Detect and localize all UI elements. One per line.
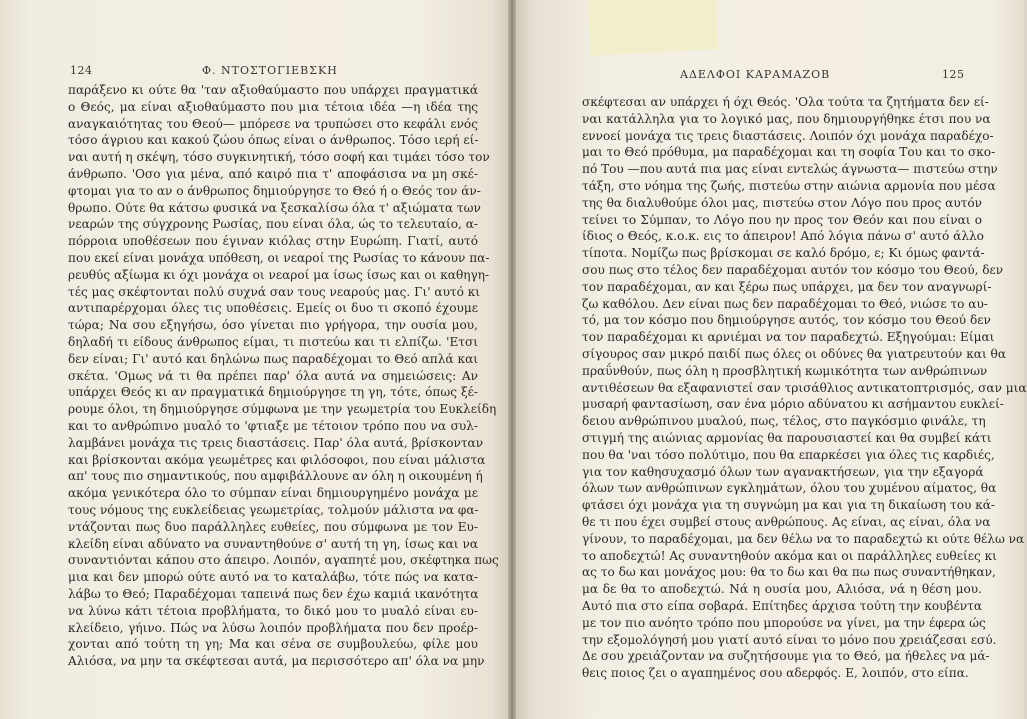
text-line: δειου ανθρώπινου μυαλού, πως, τέλος, στο παγκόσμιο φινάλε, τη — [582, 414, 986, 429]
text-line: ίδιος ο Θεός, κ.ο.κ. εις το άπειρον! Από λόγια πάνω σ' αυτό άλλο — [582, 229, 984, 244]
page-number: 125 — [942, 68, 965, 81]
text-line: Δε σου χρειάζονταν να συζητήσουμε για το Θεό, μα ήθελες να μά- — [582, 649, 990, 664]
text-line: ας το δω και μονάχος μου: θα το δω και θα πω πως συναντήθηκαν, — [582, 565, 996, 580]
text-line: πόρροια υποθέσεων που έγιναν κιόλας στην Ευρώπη. Γιατί, αυτό — [68, 234, 478, 249]
text-line: δεν είναι; Γι' αυτό και δηλώνω πως παραδέχομαι το Θεό απλά και — [68, 351, 478, 366]
text-line: αναγκαιότητας του Θεού— μπόρεσε να τρυπώσει στο κεφάλι ενός — [68, 116, 478, 131]
text-line: τόσο άγριου και κακού ζώου όπως είναι ο άνθρωπος. Τόσο ιερή εί- — [68, 133, 479, 148]
sticky-note — [588, 0, 719, 56]
text-line: και βρίσκονται ακόμα γεωμέτρες και φιλόσοφοι, που είναι μάλιστα — [68, 452, 486, 467]
text-line: εννοεί μονάχα τις τρεις διαστάσεις. Λοιπόν όχι μονάχα παραδέχο- — [582, 128, 994, 143]
text-line: πραΰνθούν, πως όλη η προσβλητική κωμικότητα των ανθρώπινων — [582, 363, 988, 378]
text-line: λαμβάνει μονάχα τις τρεις διαστάσεις. Παρ' όλα αυτά, βρίσκονταν — [68, 435, 484, 450]
text-line: γίνουν, το παραδέχομαι, μα δεν θέλω να το παραδεχτώ κι ούτε θέλω να — [582, 531, 1025, 546]
page-number: 124 — [70, 64, 93, 77]
text-line: μια και δεν μπορώ ούτε αυτό να το καταλάβω, τότε πώς να κατα- — [68, 570, 478, 585]
text-line: τώρα; Να σου εξηγήσω, όσο γίνεται πιο γρήγορα, την ουσία μου, — [68, 318, 478, 333]
text-line: σκέτα. 'Ομως νά τι θα πρέπει παρ' όλα αυτά να σημειώσεις: Αν — [68, 368, 478, 383]
text-line: χονται από τούτη τη γη; Μα και σένα σε συμβουλεύω, φίλε μου — [68, 637, 478, 652]
running-head: Φ. ΝΤΟΣΤΟΓΙΕΒΣΚΗ — [202, 64, 338, 77]
text-line: φτάσει όχι μονάχα για τη συγνώμη μα και για τη δικαίωση του κά- — [582, 498, 996, 513]
text-line: με τον πιο ανόητο τρόπο που μπορούσε να γίνει, μα την έφερα ώς — [582, 615, 986, 630]
text-line: ναι αυτή η σκέψη, τόσο συγκινητική, τόσο σοφή και τιμάει τόσο τον — [68, 150, 490, 165]
text-line: μαι το Θεό πρόθυμα, μα παραδέχομαι και τη σοφία Του και το σκο- — [582, 145, 996, 160]
text-line: υπάρχει Θεός κι αν πραγματικά δημιούργησε τη γη, τότε, όπως ξέ- — [68, 385, 478, 400]
text-line: θεις ποιος ζει ο αγαπημένος σου αδερφός. Ε, λοιπόν, στο είπα. — [582, 666, 969, 681]
text-line: ζω καθόλου. Δεν είναι πως δεν παραδέχομαι το Θεό, νιώσε το αυ- — [582, 296, 988, 311]
text-line: παράξενο κι ούτε θα 'ταν αξιοθαύμαστο που υπάρχει πραγματικά — [68, 83, 478, 97]
text-line: να λύνω κάτι τέτοια προβλήματα, το δικό μου το μυαλό είναι ευ- — [68, 603, 478, 618]
text-line: που θα 'ναι τόσο πολύτιμο, που θα επαρκέσει για όλες τις καρδιές, — [582, 447, 995, 462]
text-line: τον παραδέχομαι κι αρνιέμαι να τον παραδεχτώ. Εξηγούμαι: Είμαι — [582, 330, 995, 345]
text-line: μυσαρή φαντασίωση, σαν ένα μόριο αδύνατου κι ασήμαντου ευκλεί- — [582, 397, 1004, 412]
text-line: ρευθύς αξίωμα κι όχι μονάχα οι νεαροί μα ίσως ίσως και οι καθηγη- — [68, 267, 490, 282]
text-line: άνθρωπο. 'Οσο για μένα, από καιρό πια τ' αποφάσισα να μη σκέ- — [68, 166, 478, 181]
text-line: δηλαδή τι είδους άνθρωπος είμαι, τι πιστεύω και τι ελπίζω. 'Ετσι — [68, 334, 478, 349]
text-line: θρωπο. Ούτε θα κάτσω φυσικά να ξεσκαλίσω όλα τ' αξιώματα των — [68, 200, 481, 215]
text-line: τον παραδέχομαι, αν και ξέρω πως υπάρχει, μα δεν τον αναγνωρί- — [582, 279, 992, 294]
text-line: τάξη, στο νόημα της ζωής, πιστεύω στην αιώνια αρμονία που μέσα — [582, 178, 996, 193]
text-line: όλων των ανθρώπινων εγκλημάτων, όλου του χυμένου αίματος, θα — [582, 481, 997, 496]
text-line: σκέφτεσαι αν υπάρχει ή όχι Θεός. 'Ολα τούτα τα ζητήματα δεν εί- — [582, 95, 989, 109]
text-line: κλείδειο, γήινο. Πώς να λύσω λοιπόν προβλήματα που δεν προέρ- — [68, 620, 478, 635]
text-line: φτομαι για το αν ο άνθρωπος δημιούργησε το Θεό ή ο Θεός τον άν- — [68, 183, 481, 198]
book-gutter — [508, 0, 516, 719]
right-page — [512, 0, 1027, 719]
text-line: τίποτα. Νομίζω πως βρίσκομαι σε καλό δρόμο, ε; Κι όμως φαντά- — [582, 246, 985, 261]
text-line: τό, μα τον κόσμο που δημιούργησε αυτός, τον κόσμο του Θεού δεν — [582, 313, 991, 328]
text-line: Αλιόσα, να μην τα σκέφτεσαι αυτά, μα περισσότερο απ' όλα να μην — [68, 654, 485, 669]
text-line: για τον καθησυχασμό όλων των αγανακτήσεων, για την εξαγορά — [582, 464, 984, 479]
text-line: ακόμα γενικότερα όλο το σύμπαν είναι δημιουργημένο μονάχα με — [68, 486, 478, 501]
page-body-text — [582, 94, 1027, 682]
text-line: συναντιόνται κάπου στο άπειρο. Λοιπόν, αγαπητέ μου, σκέφτηκα πως — [68, 553, 499, 568]
text-line: λάβω το Θεό; Παραδέχομαι ταπεινά πως δεν έχω καμιά ικανότητα — [68, 586, 479, 601]
text-line: σου πως στο τέλος δεν παραδέχομαι αυτόν τον κόσμο του Θεού, δεν — [582, 262, 1004, 277]
text-line: ρουμε όλοι, τη δημιούργησε σύμφωνα με την γεωμετρία του Ευκλείδη — [68, 402, 497, 417]
text-line: Αυτό πια στο είπα σοβαρά. Επίτηδες άρχισα τούτη την κουβέντα — [582, 598, 982, 613]
text-line: στιγμή της αιώνιας αρμονίας θα παρουσιαστεί και θα συμβεί κάτι — [582, 430, 992, 445]
text-line: σίγουρος σαν μικρό παιδί πως όλες οι οδύνες θα γιατρευτούν και θα — [582, 346, 1007, 361]
left-page — [0, 0, 512, 719]
text-line: ναι κατάλληλα για το λογικό μας, που δημιουργήθηκε έτσι που να — [582, 111, 991, 126]
text-line: ντάζονται πως δυο παράλληλες ευθείες, που σύμφωνα με τον Ευ- — [68, 519, 478, 534]
text-line: που εκεί είναι μονάχα υπόθεση, οι νεαροί της Ρωσίας το κάνουν πα- — [68, 250, 490, 265]
text-line: πό Του —που αυτά πια μας είναι εντελώς άγνωστα— πιστεύω στην — [582, 162, 998, 177]
text-line: μα δε θα το αποδεχτώ. Νά η ουσία μου, Αλιόσα, νά η θέση μου. — [582, 582, 982, 597]
text-line: ο Θεός, μα είναι αξιοθαύμαστο που μια τέτοια ιδέα —η ιδέα της — [68, 99, 478, 114]
text-line: αντιθέσεων θα εξαφανιστεί σαν τρισάθλιος αντικατοπτρισμός, σαν μια — [582, 380, 1027, 395]
text-line: θε τι που έχει συμβεί στους ανθρώπους. Ας είναι, ας είναι, όλα να — [582, 514, 991, 529]
text-line: τους νόμους της ευκλείδειας γεωμετρίας, τολμούν μάλιστα να φα- — [68, 502, 479, 517]
text-line: την εξομολόγησή μου γιατί αυτό είναι το μόνο που χρειάζεσαι εσύ. — [582, 632, 997, 647]
text-line: της θα διαλυθούμε όλοι μας, πιστεύω στον Λόγο που προς αυτόν — [582, 195, 982, 210]
text-line: τείνει το Σύμπαν, το Λόγο που ην προς τον Θεόν και που είναι ο — [582, 212, 982, 227]
text-line: τές μας σκέφτονται πολύ συχνά σαν τους νεαρούς μας. Γι' αυτό κι — [68, 284, 481, 299]
page-body-text — [68, 82, 499, 670]
text-line: το αποδεχτώ! Ας συναντηθούν ακόμα και οι παράλληλες ευθείες κι — [582, 548, 997, 563]
text-line: και το ανθρώπινο μυαλό το 'φτιαξε με τέτοιον τρόπο που να συλ- — [68, 418, 478, 433]
text-line: νεαρών της σύγχρονης Ρωσίας, που είναι όλα, ώς το τελευταίο, α- — [68, 217, 478, 232]
text-line: απ' τους πιο σημαντικούς, που αμφιβάλλουνε αν όλη η οικουμένη ή — [68, 469, 483, 484]
text-line: αντιπαρέρχομαι όλες τις υποθέσεις. Εμείς οι δυο τι σκοπό έχουμε — [68, 301, 478, 316]
running-head: ΑΔΕΛΦΟΙ ΚΑΡΑΜΑΖΟΒ — [680, 68, 831, 81]
text-line: κλείδη είναι αδύνατο να συναντηθούνε σ' αυτή τη γη, ίσως και να — [68, 536, 478, 551]
